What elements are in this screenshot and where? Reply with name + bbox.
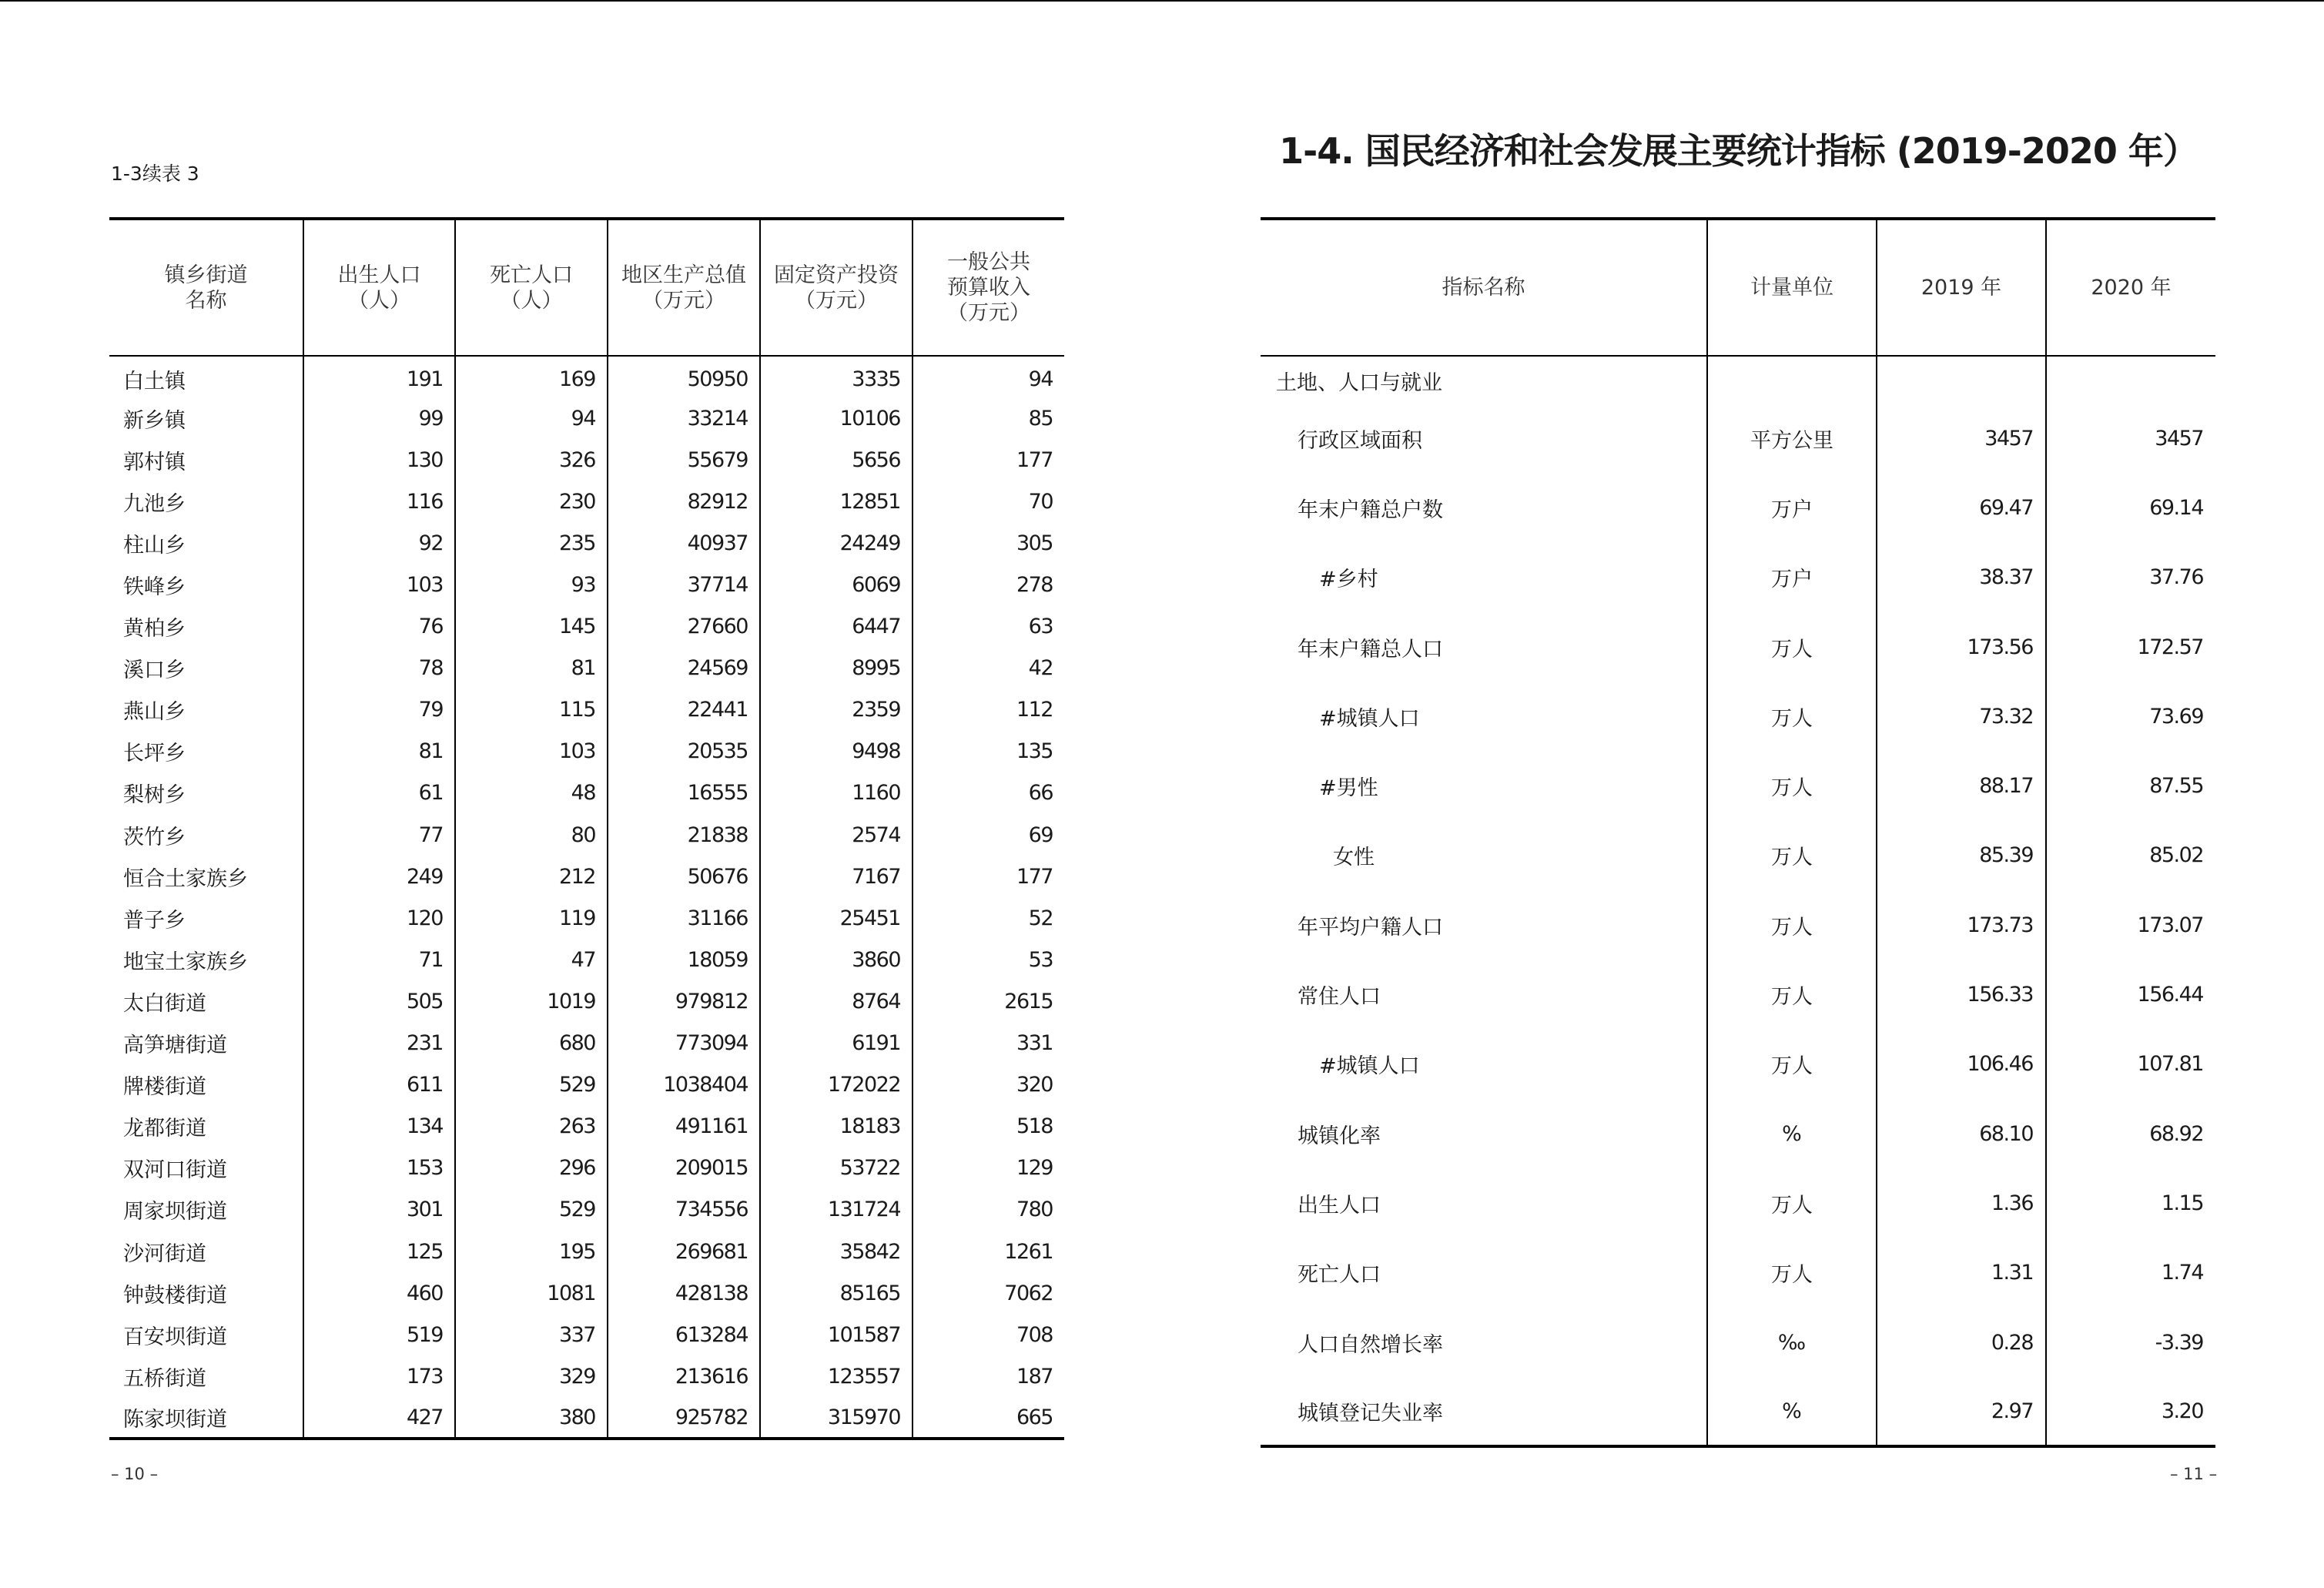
unit-cell: % (1707, 1377, 1877, 1446)
left-column-header-4 (760, 219, 913, 356)
value-cell: 169 (455, 356, 608, 397)
value-2020-cell: 85.02 (2046, 821, 2215, 890)
value-cell: 191 (303, 356, 455, 397)
township-name-cell: 五桥街道 (123, 1366, 206, 1391)
value-cell: 780 (913, 1189, 1064, 1231)
value-cell: 6191 (760, 1023, 913, 1064)
header-line: 名称 (185, 288, 227, 313)
indicator-row (1261, 612, 2215, 682)
indicator-name-cell: 常住人口 (1298, 985, 1381, 1010)
township-name-cell: 梨树乡 (123, 783, 186, 808)
unit-cell: % (1707, 1099, 1877, 1168)
value-cell: 734556 (608, 1189, 760, 1231)
value-cell: 611 (303, 1064, 455, 1106)
value-2020-cell: 107.81 (2046, 1030, 2215, 1099)
value-cell: 519 (303, 1314, 455, 1355)
value-cell: 12851 (760, 481, 913, 522)
value-cell: 1019 (455, 980, 608, 1022)
value-2019-cell: 68.10 (1877, 1099, 2046, 1168)
value-cell: 2615 (913, 980, 1064, 1022)
table-row (109, 939, 1064, 980)
value-2019-cell: 173.56 (1877, 612, 2046, 682)
value-cell: 213616 (608, 1355, 760, 1397)
township-name-cell: 双河口街道 (123, 1158, 227, 1183)
unit-cell: 万人 (1707, 612, 1877, 682)
value-cell: 79 (303, 689, 455, 731)
value-cell: 76 (303, 606, 455, 648)
unit-cell: 万人 (1707, 751, 1877, 820)
indicator-row (1261, 890, 2215, 960)
value-cell: 3860 (760, 939, 913, 980)
value-cell: 9498 (760, 731, 913, 772)
indicator-name-cell: #乡村 (1319, 568, 1378, 592)
value-cell: 134 (303, 1106, 455, 1147)
table-row (109, 397, 1064, 439)
value-cell: 40937 (608, 522, 760, 564)
value-2019-cell: 85.39 (1877, 821, 2046, 890)
indicator-name-cell: 死亡人口 (1298, 1263, 1381, 1288)
value-2020-cell: 68.92 (2046, 1099, 2215, 1168)
township-name-cell: 太白街道 (123, 991, 206, 1016)
value-cell: 1081 (455, 1272, 608, 1314)
value-2020-cell: 156.44 (2046, 960, 2215, 1029)
value-cell: 50676 (608, 856, 760, 897)
value-cell: 209015 (608, 1147, 760, 1189)
value-cell: 331 (913, 1023, 1064, 1064)
indicator-name-cell: 女性 (1333, 846, 1375, 870)
value-cell: 135 (913, 731, 1064, 772)
header-line: （万元） (795, 288, 878, 313)
value-cell: 172022 (760, 1064, 913, 1106)
right-table-header-row (1261, 219, 2215, 356)
right-column-header-0: 指标名称 (1261, 219, 1707, 356)
economic-indicators-table (1261, 217, 2215, 1448)
indicator-name-cell: 城镇化率 (1298, 1124, 1381, 1148)
table-row (109, 689, 1064, 731)
left-column-header-5 (913, 219, 1064, 356)
value-cell: 53722 (760, 1147, 913, 1189)
value-cell: 35842 (760, 1231, 913, 1272)
header-line: 预算收入 (947, 276, 1030, 300)
header-line: 镇乡街道 (164, 263, 248, 287)
unit-cell: 平方公里 (1707, 404, 1877, 473)
value-cell: 82912 (608, 481, 760, 522)
value-cell: 230 (455, 481, 608, 522)
page-top-rule (0, 0, 2324, 2)
township-name-cell: 钟鼓楼街道 (123, 1283, 227, 1308)
township-name-cell: 高笋塘街道 (123, 1034, 227, 1058)
township-name-cell: 恒合土家族乡 (123, 866, 248, 891)
township-name-cell: 牌楼街道 (123, 1075, 206, 1100)
value-cell: 92 (303, 522, 455, 564)
unit-cell: ‰ (1707, 1308, 1877, 1377)
value-2020-cell: 73.69 (2046, 682, 2215, 751)
indicator-row (1261, 1308, 2215, 1377)
value-2019-cell: 156.33 (1877, 960, 2046, 1029)
value-cell: 7167 (760, 856, 913, 897)
value-cell: 21838 (608, 814, 760, 856)
value-cell: 42 (913, 648, 1064, 689)
value-2019-cell: 88.17 (1877, 751, 2046, 820)
header-line: （万元） (947, 301, 1030, 325)
indicator-name-cell: 城镇登记失业率 (1261, 1377, 1707, 1446)
value-cell: 773094 (608, 1023, 760, 1064)
value-cell: 235 (455, 522, 608, 564)
value-cell: 24249 (760, 522, 913, 564)
value-cell: 50950 (608, 356, 760, 397)
indicator-name-cell: #男性 (1319, 776, 1378, 801)
value-cell: 131724 (760, 1189, 913, 1231)
value-cell: 31166 (608, 897, 760, 939)
value-cell: 505 (303, 980, 455, 1022)
indicator-row (1261, 404, 2215, 473)
township-name-cell: 郭村镇 (123, 450, 186, 474)
value-cell: 101587 (760, 1314, 913, 1355)
indicator-name-cell: 年末户籍总人口 (1298, 637, 1443, 662)
indicator-row (1261, 1099, 2215, 1168)
value-cell: 1261 (913, 1231, 1064, 1272)
table-row (109, 1231, 1064, 1272)
table-row (109, 897, 1064, 939)
value-2019-cell: 38.37 (1877, 543, 2046, 612)
table-row (109, 356, 1064, 397)
value-cell: 5656 (760, 439, 913, 481)
indicator-row (1261, 1377, 2215, 1446)
indicator-name-cell: 人口自然增长率 (1298, 1332, 1443, 1357)
right-table-body (1261, 356, 2215, 1446)
value-cell: 177 (913, 439, 1064, 481)
value-2020-cell: -3.39 (2046, 1308, 2215, 1377)
table-row (109, 606, 1064, 648)
value-cell: 66 (913, 772, 1064, 814)
value-cell: 305 (913, 522, 1064, 564)
page-title: 1-4. 国民经济和社会发展主要统计指标 (2019-2020 年） (1279, 130, 2198, 172)
indicator-name-cell: #城镇人口 (1319, 706, 1420, 731)
value-cell: 269681 (608, 1231, 760, 1272)
value-cell: 69 (913, 814, 1064, 856)
value-cell: 85 (913, 397, 1064, 439)
value-2020-cell: 87.55 (2046, 751, 2215, 820)
table-row (109, 980, 1064, 1022)
value-cell: 115 (455, 689, 608, 731)
value-cell: 20535 (608, 731, 760, 772)
value-2019-cell: 73.32 (1877, 682, 2046, 751)
value-cell: 925782 (608, 1397, 760, 1439)
value-cell: 37714 (608, 564, 760, 605)
indicator-name-cell: #城镇人口 (1319, 1054, 1420, 1079)
value-cell: 708 (913, 1314, 1064, 1355)
value-cell: 55679 (608, 439, 760, 481)
value-cell: 103 (455, 731, 608, 772)
value-cell: 1038404 (608, 1064, 760, 1106)
value-2020-cell: 69.14 (2046, 473, 2215, 542)
value-cell: 326 (455, 439, 608, 481)
value-2019-cell: 1.31 (1877, 1238, 2046, 1308)
left-column-header-2 (455, 219, 608, 356)
value-cell: 116 (303, 481, 455, 522)
value-cell: 48 (455, 772, 608, 814)
value-cell: 979812 (608, 980, 760, 1022)
left-table-body (109, 356, 1064, 1439)
value-cell: 6069 (760, 564, 913, 605)
header-line: 一般公共 (947, 250, 1030, 274)
table-row (109, 439, 1064, 481)
value-cell: 2574 (760, 814, 913, 856)
value-cell: 112 (913, 689, 1064, 731)
value-cell: 71 (303, 939, 455, 980)
left-column-header-3 (608, 219, 760, 356)
value-cell: 173 (303, 1355, 455, 1397)
value-cell: 428138 (608, 1272, 760, 1314)
township-name-cell: 白土镇 (123, 370, 186, 394)
value-2019-cell: 173.73 (1877, 890, 2046, 960)
header-line: （万元） (642, 288, 725, 313)
section-row (1261, 356, 2215, 404)
unit-cell: 万人 (1707, 821, 1877, 890)
header-line: 出生人口 (337, 263, 421, 287)
value-cell: 93 (455, 564, 608, 605)
header-line: （人） (500, 288, 563, 313)
value-cell: 529 (455, 1189, 608, 1231)
value-cell: 665 (913, 1397, 1064, 1439)
value-cell: 1160 (760, 772, 913, 814)
value-cell: 78 (303, 648, 455, 689)
value-cell: 70 (913, 481, 1064, 522)
value-cell: 195 (455, 1231, 608, 1272)
value-cell: 263 (455, 1106, 608, 1147)
value-cell: 52 (913, 897, 1064, 939)
township-name-cell: 柱山乡 (123, 533, 186, 558)
value-2019-cell: 0.28 (1877, 1308, 2046, 1377)
value-cell: 153 (303, 1147, 455, 1189)
right-column-header-3: 2020 年 (2046, 219, 2215, 356)
value-cell: 491161 (608, 1106, 760, 1147)
township-name-cell: 沙河街道 (123, 1241, 206, 1266)
value-cell: 249 (303, 856, 455, 897)
value-cell: 10106 (760, 397, 913, 439)
table-row (109, 1189, 1064, 1231)
value-cell: 94 (913, 356, 1064, 397)
unit-cell: 万人 (1707, 682, 1877, 751)
value-cell: 85165 (760, 1272, 913, 1314)
left-table-caption: 1-3续表 3 (111, 162, 199, 185)
value-2020-cell: 172.57 (2046, 612, 2215, 682)
unit-cell (1707, 356, 1877, 404)
page-number-left: – 10 – (111, 1465, 159, 1483)
value-cell: 7062 (913, 1272, 1064, 1314)
township-name-cell: 九池乡 (123, 491, 186, 516)
township-name-cell: 龙都街道 (123, 1117, 206, 1141)
value-2019-cell: 106.46 (1877, 1030, 2046, 1099)
township-name-cell: 百安坝街道 (123, 1325, 227, 1349)
value-cell: 22441 (608, 689, 760, 731)
table-row (109, 856, 1064, 897)
indicator-name-cell: 行政区域面积 (1298, 428, 1422, 453)
value-cell: 103 (303, 564, 455, 605)
indicator-row (1261, 1168, 2215, 1238)
value-2020-cell (2046, 356, 2215, 404)
township-statistics-table (109, 217, 1064, 1440)
value-cell: 47 (455, 939, 608, 980)
value-2019-cell: 2.97 (1877, 1377, 2046, 1446)
township-name-cell: 地宝土家族乡 (123, 950, 248, 974)
left-column-header-1 (303, 219, 455, 356)
value-cell: 99 (303, 397, 455, 439)
table-row (109, 731, 1064, 772)
right-column-header-1: 计量单位 (1707, 219, 1877, 356)
value-cell: 518 (913, 1106, 1064, 1147)
table-row (109, 1106, 1064, 1147)
value-cell: 81 (303, 731, 455, 772)
indicator-name-cell: 年末户籍总户数 (1298, 498, 1443, 522)
value-cell: 329 (455, 1355, 608, 1397)
table-row (109, 772, 1064, 814)
value-cell: 119 (455, 897, 608, 939)
township-name-cell: 铁峰乡 (123, 575, 186, 600)
value-cell: 18059 (608, 939, 760, 980)
header-line: 死亡人口 (490, 263, 573, 287)
unit-cell: 万人 (1707, 1168, 1877, 1238)
indicator-row (1261, 682, 2215, 751)
table-row (109, 814, 1064, 856)
value-2020-cell: 37.76 (2046, 543, 2215, 612)
value-cell: 380 (455, 1397, 608, 1439)
left-column-header-0 (109, 219, 303, 356)
indicator-row (1261, 543, 2215, 612)
table-row (109, 481, 1064, 522)
value-cell: 8764 (760, 980, 913, 1022)
table-row (109, 1023, 1064, 1064)
value-cell: 61 (303, 772, 455, 814)
indicator-row (1261, 1238, 2215, 1308)
value-cell: 613284 (608, 1314, 760, 1355)
table-row (109, 1272, 1064, 1314)
value-cell: 529 (455, 1064, 608, 1106)
header-line: （人） (348, 288, 410, 313)
value-cell: 212 (455, 856, 608, 897)
township-name-cell: 燕山乡 (123, 700, 186, 725)
value-cell: 33214 (608, 397, 760, 439)
value-cell: 177 (913, 856, 1064, 897)
value-cell: 129 (913, 1147, 1064, 1189)
value-cell: 16555 (608, 772, 760, 814)
value-2020-cell: 173.07 (2046, 890, 2215, 960)
value-cell: 337 (455, 1314, 608, 1355)
value-2019-cell: 69.47 (1877, 473, 2046, 542)
indicator-name-cell: 土地、人口与就业 (1276, 371, 1442, 395)
value-cell: 301 (303, 1189, 455, 1231)
township-name-cell: 陈家坝街道 (109, 1397, 303, 1439)
table-row (109, 1314, 1064, 1355)
value-2020-cell: 3457 (2046, 404, 2215, 473)
township-name-cell: 周家坝街道 (123, 1200, 227, 1225)
page-number-right: – 11 – (2170, 1465, 2218, 1483)
value-cell: 680 (455, 1023, 608, 1064)
value-cell: 125 (303, 1231, 455, 1272)
value-2019-cell: 1.36 (1877, 1168, 2046, 1238)
township-name-cell: 普子乡 (123, 908, 186, 933)
value-cell: 8995 (760, 648, 913, 689)
value-cell: 315970 (760, 1397, 913, 1439)
table-row (109, 648, 1064, 689)
value-cell: 231 (303, 1023, 455, 1064)
value-cell: 296 (455, 1147, 608, 1189)
table-row (109, 1355, 1064, 1397)
indicator-row (1261, 960, 2215, 1029)
value-cell: 278 (913, 564, 1064, 605)
table-row (109, 522, 1064, 564)
unit-cell: 万人 (1707, 1238, 1877, 1308)
value-cell: 24569 (608, 648, 760, 689)
value-cell: 123557 (760, 1355, 913, 1397)
value-cell: 130 (303, 439, 455, 481)
value-cell: 145 (455, 606, 608, 648)
indicator-row (1261, 473, 2215, 542)
left-table-header-row (109, 219, 1064, 356)
value-cell: 25451 (760, 897, 913, 939)
value-cell: 18183 (760, 1106, 913, 1147)
indicator-row (1261, 1030, 2215, 1099)
indicator-name-cell: 出生人口 (1298, 1193, 1381, 1218)
value-cell: 94 (455, 397, 608, 439)
header-line: 地区生产总值 (621, 263, 746, 287)
value-2019-cell: 3457 (1877, 404, 2046, 473)
value-cell: 80 (455, 814, 608, 856)
table-row (109, 1064, 1064, 1106)
table-row (109, 1397, 1064, 1439)
right-column-header-2: 2019 年 (1877, 219, 2046, 356)
value-cell: 63 (913, 606, 1064, 648)
value-cell: 460 (303, 1272, 455, 1314)
value-cell: 53 (913, 939, 1064, 980)
value-cell: 6447 (760, 606, 913, 648)
table-row (109, 1147, 1064, 1189)
unit-cell: 万人 (1707, 1030, 1877, 1099)
unit-cell: 万人 (1707, 960, 1877, 1029)
township-name-cell: 茨竹乡 (123, 825, 186, 849)
value-cell: 427 (303, 1397, 455, 1439)
indicator-name-cell: 年平均户籍人口 (1298, 915, 1443, 940)
value-cell: 27660 (608, 606, 760, 648)
unit-cell: 万人 (1707, 890, 1877, 960)
value-cell: 187 (913, 1355, 1064, 1397)
table-row (109, 564, 1064, 605)
value-cell: 81 (455, 648, 608, 689)
unit-cell: 万户 (1707, 473, 1877, 542)
value-2020-cell: 3.20 (2046, 1377, 2215, 1446)
unit-cell: 万户 (1707, 543, 1877, 612)
township-name-cell: 黄柏乡 (123, 617, 186, 642)
value-2019-cell (1877, 356, 2046, 404)
indicator-row (1261, 751, 2215, 820)
indicator-row (1261, 821, 2215, 890)
header-line: 固定资产投资 (774, 263, 899, 287)
value-cell: 3335 (760, 356, 913, 397)
value-cell: 120 (303, 897, 455, 939)
value-cell: 320 (913, 1064, 1064, 1106)
value-cell: 2359 (760, 689, 913, 731)
value-2020-cell: 1.74 (2046, 1238, 2215, 1308)
value-cell: 77 (303, 814, 455, 856)
value-2020-cell: 1.15 (2046, 1168, 2215, 1238)
township-name-cell: 溪口乡 (123, 658, 186, 683)
township-name-cell: 长坪乡 (123, 742, 186, 766)
township-name-cell: 新乡镇 (123, 408, 186, 433)
